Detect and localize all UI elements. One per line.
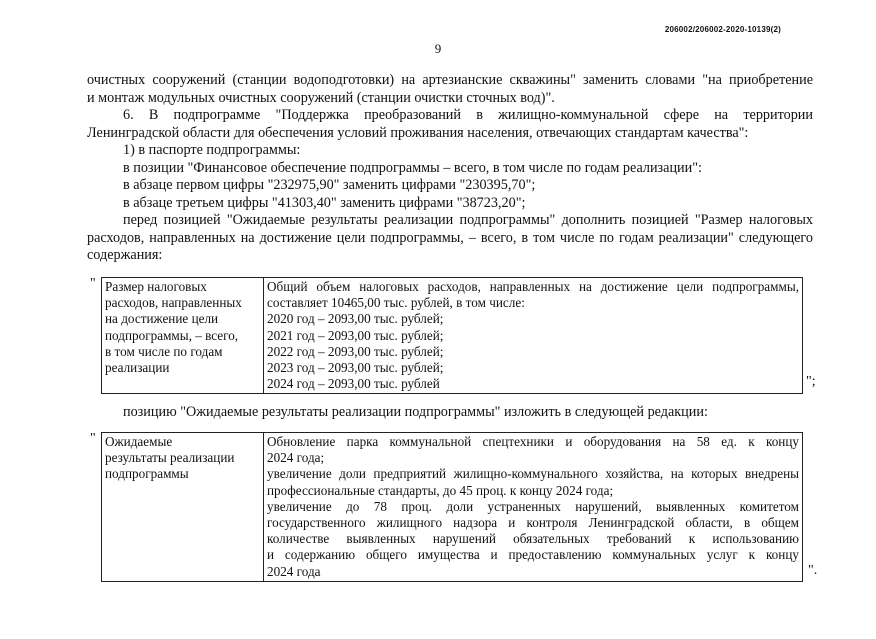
content-line: 2021 год – 2093,00 тыс. рублей;: [267, 327, 444, 343]
text-line: в позиции "Финансовое обеспечение подпрограммы – всего, в том числе по годам реализации":: [123, 159, 702, 176]
label-line: реализации: [105, 360, 170, 376]
text-line: и монтаж модульных очистных сооружений (станции очистки сточных вод)".: [87, 89, 555, 106]
text-line: содержания:: [87, 247, 163, 263]
label-line: расходов, направленных: [105, 295, 242, 311]
page-number: 9: [434, 41, 442, 56]
table-label-cell: [102, 278, 264, 394]
document-id: 206002/206002-2020-10139(2): [664, 25, 781, 34]
text-line: в абзаце первом цифры "232975,90" заменить цифрами "230395,70";: [123, 177, 536, 193]
label-line: Размер налоговых: [105, 279, 207, 294]
label-line: в том числе по годам: [105, 343, 223, 359]
passport-changes: [87, 142, 813, 212]
content-line: Обновление парка коммунальной спецтехники и оборудования на 58 ед. к концу: [267, 434, 799, 449]
content-line: Общий объем налоговых расходов, направленных на достижение цели подпрограммы,: [267, 279, 799, 294]
before-position-paragraph: [87, 212, 813, 265]
label-line: подпрограммы: [105, 466, 189, 482]
label-line: на достижение цели: [105, 311, 219, 327]
table-row: [102, 433, 803, 582]
text-line: позицию "Ожидаемые результаты реализации подпрограммы" изложить в следующей редакции:: [123, 404, 708, 420]
content-line: профессиональные стандарты, до 45 проц. к концу 2024 года;: [267, 482, 614, 498]
content-line: 2024 года: [267, 563, 321, 579]
content-line: 2024 года;: [267, 450, 325, 466]
text-line: Ленинградской области для обеспечения условий проживания населения, отвечающих стандартам качества":: [87, 124, 749, 141]
close-quote: ";: [806, 374, 816, 389]
content-line: и содержанию общего имущества и предоставлению коммунальных услуг к концу: [267, 547, 799, 563]
item-6-paragraph: [87, 107, 813, 142]
replace-position-paragraph: [87, 404, 813, 422]
text-line: 6. В подпрограмме "Поддержка преобразований в жилищно-коммунальной сфере на территории: [123, 107, 813, 123]
label-line: Ожидаемые: [105, 434, 173, 449]
tax-expenses-table: [101, 277, 803, 394]
content-line: составляет 10465,00 тыс. рублей, в том числе:: [267, 295, 525, 311]
text-line: в абзаце третьем цифры "41303,40" заменить цифрами "38723,20";: [123, 194, 526, 211]
content-line: 2023 год – 2093,00 тыс. рублей;: [267, 360, 444, 376]
table-label-cell: [102, 433, 264, 582]
open-quote: ": [90, 276, 96, 291]
content-line: 2022 год – 2093,00 тыс. рублей;: [267, 343, 444, 359]
content-line: увеличение до 78 проц. доли устраненных нарушений, выявленных комитетом: [267, 498, 799, 514]
text-line: расходов, направленных на достижение цели подпрограммы, – всего, в том числе по годам реализации" следующего: [87, 229, 813, 246]
open-quote: ": [90, 431, 96, 446]
text-line: 1) в паспорте подпрограммы:: [123, 142, 301, 158]
label-line: подпрограммы, – всего,: [105, 327, 239, 343]
content-line: 2020 год – 2093,00 тыс. рублей;: [267, 311, 444, 327]
content-line: государственного жилищного надзора и контроля Ленинградской области, в общем: [267, 515, 799, 531]
content-line: 2024 год – 2093,00 тыс. рублей: [267, 376, 440, 392]
intro-paragraph: [87, 72, 813, 107]
text-line: перед позицией "Ожидаемые результаты реализации подпрограммы" дополнить позицией "Размер налоговых: [123, 212, 813, 228]
text-line: очистных сооружений (станции водоподготовки) на артезианские скважины" заменить словами "на приобретение: [87, 72, 813, 88]
label-line: результаты реализации: [105, 450, 235, 466]
expected-results-table: [101, 432, 803, 582]
table-row: [102, 278, 803, 394]
table-content-cell: [264, 433, 803, 582]
content-line: количестве выявленных нарушений обязательных требований к использованию: [267, 531, 799, 547]
close-quote: ".: [808, 563, 818, 578]
table-content-cell: [264, 278, 803, 394]
content-line: увеличение доли предприятий жилищно-коммунального хозяйства, на которых внедрены: [267, 466, 799, 482]
